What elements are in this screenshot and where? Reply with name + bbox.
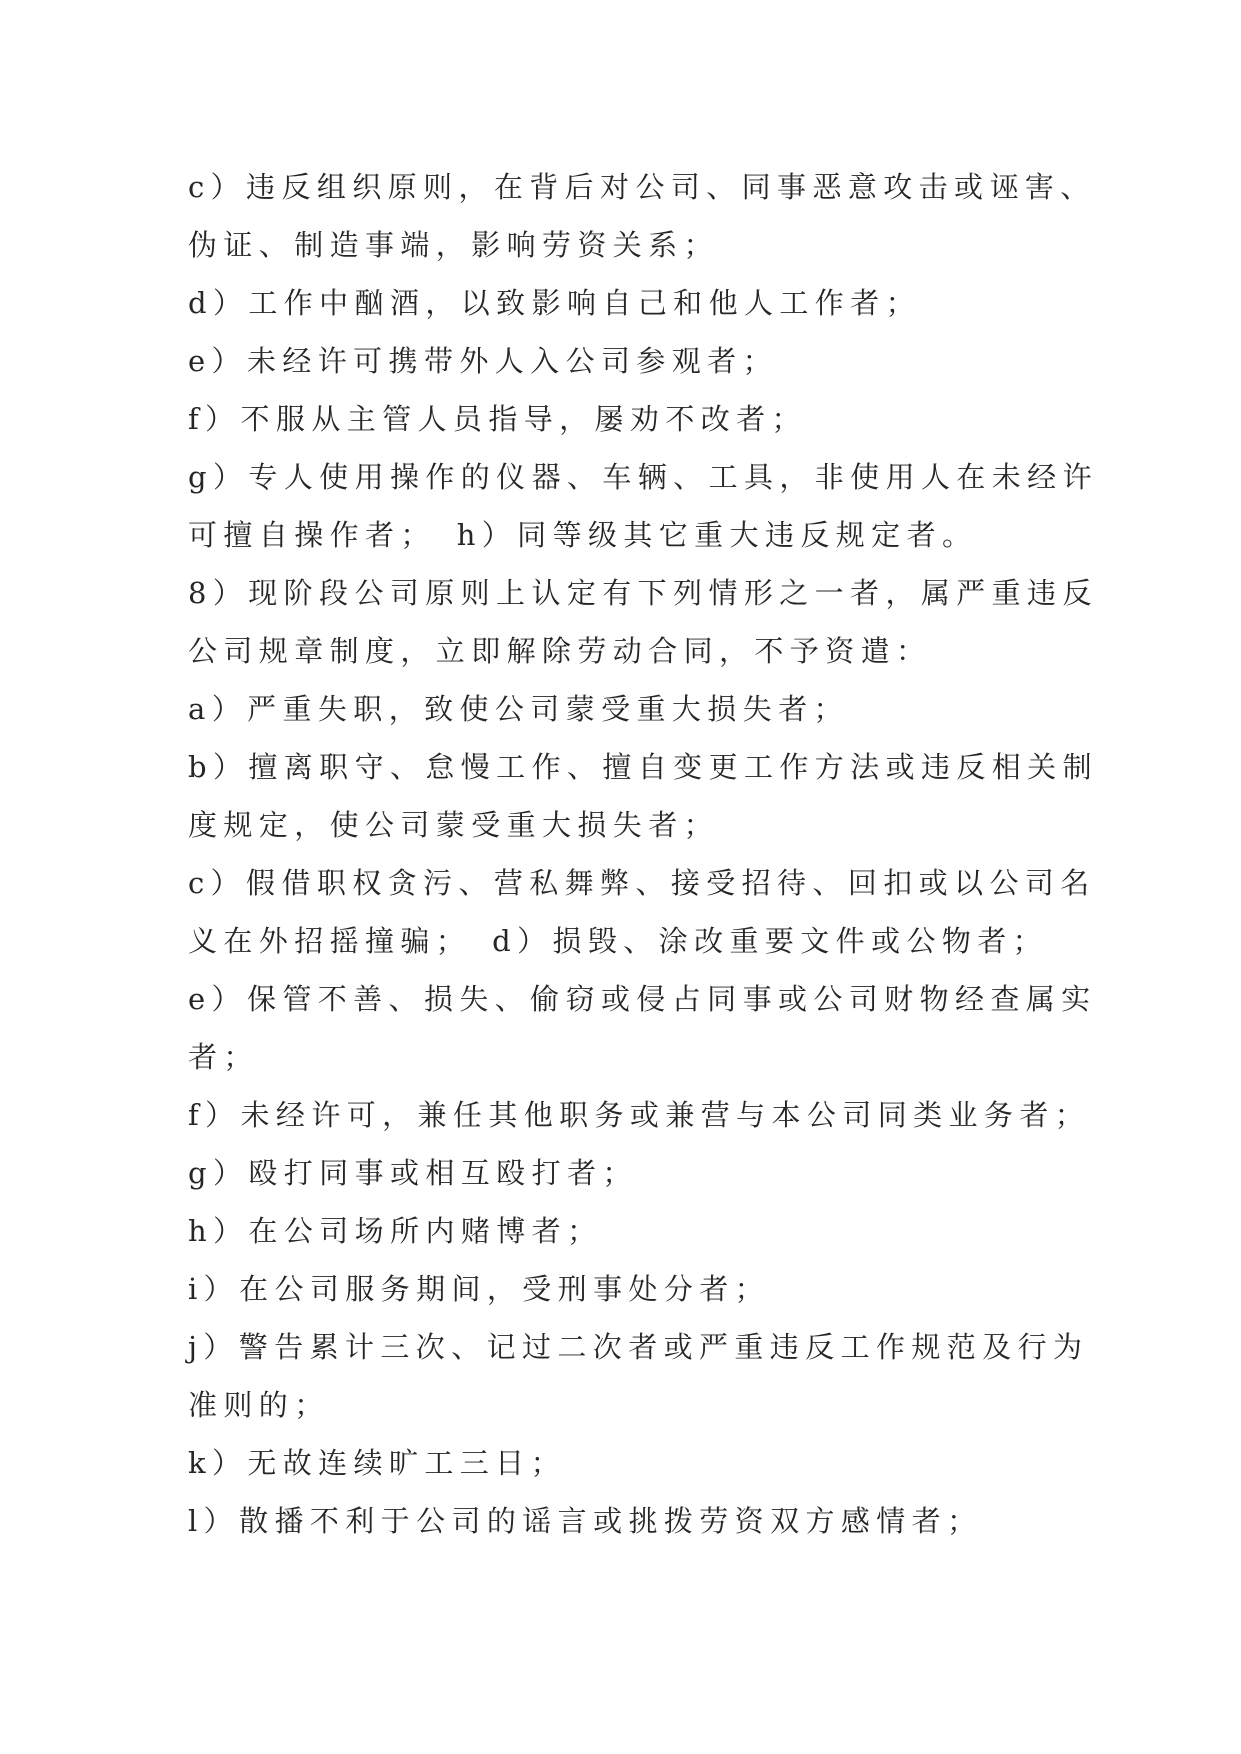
text-line: 准则的； — [188, 1388, 330, 1422]
text-line: h）在公司场所内赌博者； — [188, 1214, 603, 1248]
text-line: i）在公司服务期间，受刑事处分者； — [188, 1272, 771, 1306]
text-line: g）殴打同事或相互殴打者； — [188, 1156, 638, 1190]
text-line: 8）现阶段公司原则上认定有下列情形之一者，属严重违反 — [188, 576, 1098, 610]
document-body — [188, 158, 1098, 1550]
text-line: l）散播不利于公司的谣言或挑拨劳资双方感情者； — [188, 1504, 983, 1538]
text-line: b）擅离职守、怠慢工作、擅自变更工作方法或违反相关制 — [188, 750, 1098, 784]
text-line: 者； — [188, 1040, 259, 1074]
text-line: a）严重失职，致使公司蒙受重大损失者； — [188, 692, 849, 726]
text-line: 义在外招摇撞骗； d）损毁、涂改重要文件或公物者； — [188, 924, 1049, 958]
text-line: 伪证、制造事端，影响劳资关系； — [188, 228, 720, 262]
text-line: e）保管不善、损失、偷窃或侵占同事或公司财物经查属实 — [188, 982, 1097, 1016]
text-line: f）不服从主管人员指导，屡劝不改者； — [188, 402, 807, 436]
text-line: c）违反组织原则，在背后对公司、同事恶意攻击或诬害、 — [188, 170, 1096, 204]
text-line: d）工作中酗酒，以致影响自己和他人工作者； — [188, 286, 921, 320]
text-line: 可擅自操作者； h）同等级其它重大违反规定者。 — [188, 518, 978, 552]
text-line: 度规定，使公司蒙受重大损失者； — [188, 808, 720, 842]
text-line: e）未经许可携带外人入公司参观者； — [188, 344, 778, 378]
text-line: f）未经许可，兼任其他职务或兼营与本公司同类业务者； — [188, 1098, 1091, 1132]
text-line: k）无故连续旷工三日； — [188, 1446, 566, 1480]
text-line: c）假借职权贪污、营私舞弊、接受招待、回扣或以公司名 — [188, 866, 1096, 900]
text-line: j）警告累计三次、记过二次者或严重违反工作规范及行为 — [188, 1330, 1089, 1364]
text-line: 公司规章制度，立即解除劳动合同，不予资遣： — [188, 634, 932, 668]
text-line: g）专人使用操作的仪器、车辆、工具，非使用人在未经许 — [188, 460, 1098, 494]
